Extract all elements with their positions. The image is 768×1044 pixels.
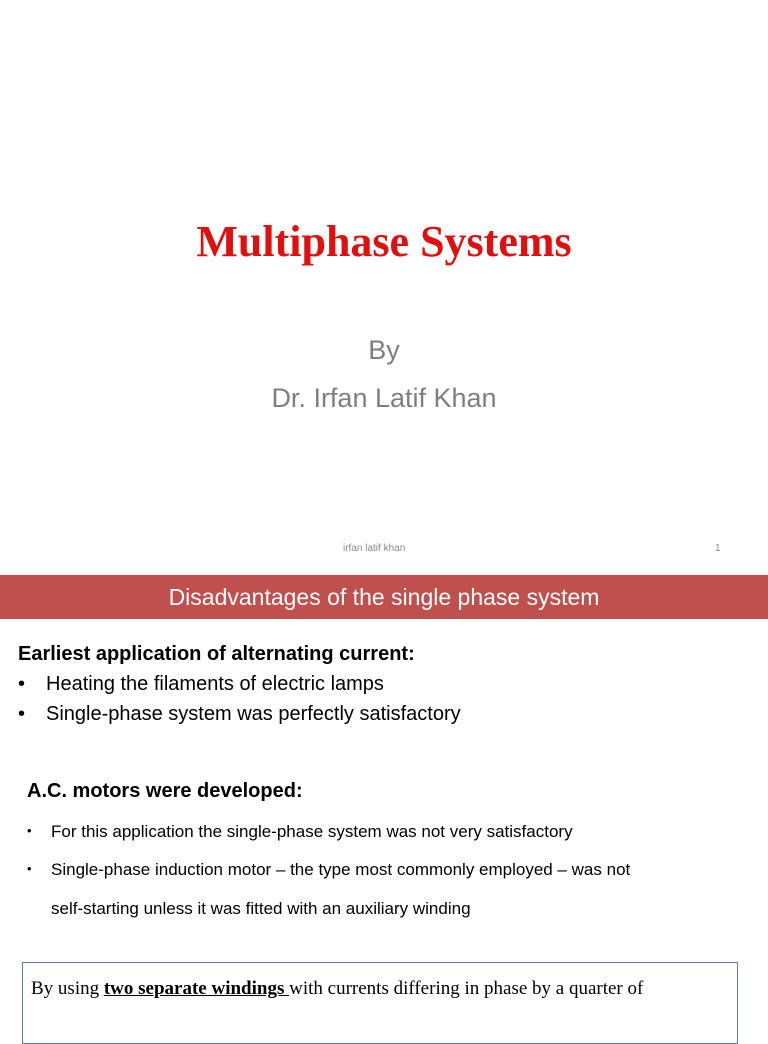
ac-motors-heading: A.C. motors were developed: — [27, 780, 303, 802]
bullet-icon: • — [18, 673, 26, 695]
box-suffix: with currents differing in phase by a quarter of — [289, 978, 644, 999]
bullet-icon: • — [27, 861, 32, 876]
box-prefix: By using — [31, 978, 104, 999]
slide-title: Multiphase Systems — [196, 217, 572, 266]
list-item — [27, 860, 630, 880]
bullet-text: Heating the filaments of electric lamps — [46, 673, 384, 695]
bullet-text: Single-phase induction motor – the type most commonly employed – was not — [51, 860, 631, 879]
list-item — [18, 673, 384, 696]
bullet-icon: • — [27, 823, 32, 838]
page-number: 1 — [715, 543, 721, 554]
content-slide — [0, 575, 768, 1024]
highlight-box — [22, 962, 738, 1044]
box-text — [31, 978, 731, 1000]
by-label: By — [368, 335, 400, 365]
bullet-icon: • — [18, 703, 26, 725]
box-emphasis: two separate windings — [103, 978, 290, 999]
slide-footer: irfan latif khan — [343, 543, 406, 554]
bullet-continuation: self-starting unless it was fitted with an auxiliary winding — [51, 899, 471, 918]
list-item — [27, 822, 573, 842]
list-item — [18, 703, 461, 726]
author-name: Dr. Irfan Latif Khan — [271, 383, 497, 413]
slide-header: Disadvantages of the single phase system — [0, 575, 768, 619]
earliest-heading: Earliest application of alternating current: — [18, 643, 415, 665]
bullet-text: Single-phase system was perfectly satisfactory — [46, 703, 461, 725]
bullet-text: For this application the single-phase system was not very satisfactory — [51, 822, 573, 841]
